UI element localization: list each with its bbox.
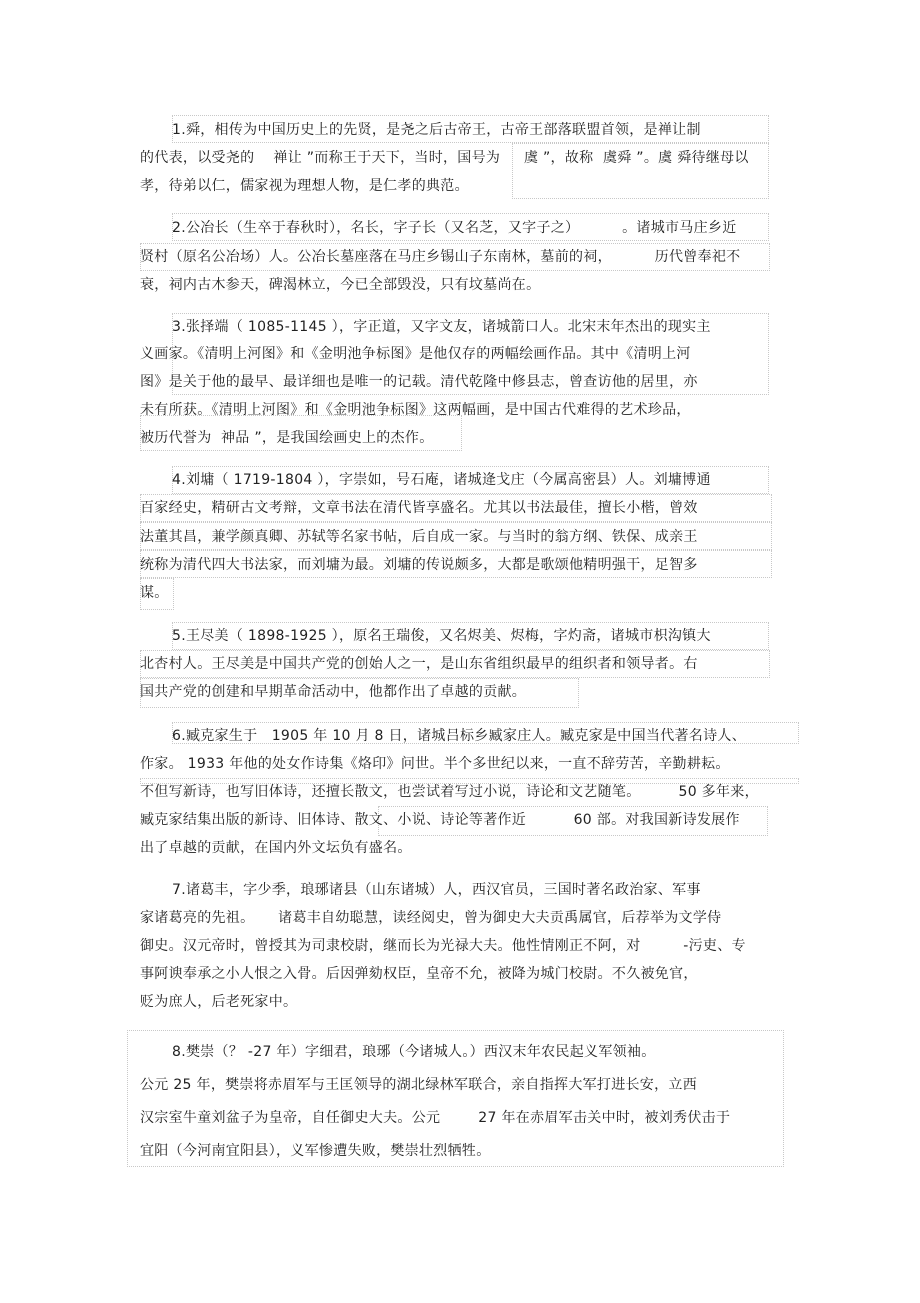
paragraph-3-line: 被历代誉为 神品 ”，是我国绘画史上的杰作。 (140, 430, 434, 446)
paragraph-5-line: 5.王尽美（ 1898-1925 ），原名王瑞俊，又名烬美、烬梅，字灼斋，诸城市枳沟镇大 (172, 628, 711, 644)
paragraph-4-line: 4.刘墉（ 1719-1804 ），字崇如，号石庵，诸城逄戈庄（今属高密县）人。刘墉博通 (172, 472, 711, 488)
paragraph-4-line: 法董其昌，兼学颜真卿、苏轼等名家书帖，后自成一家。与当时的翁方纲、铁保、成亲王 (140, 529, 698, 545)
paragraph-2-line: 2.公冶长（生卒于春秋时），名长，字子长（又名芝，又字子之） 。诸城市马庄乡近 (172, 220, 737, 236)
paragraph-3-line: 3.张择端（ 1085-1145 ），字正道，又字文友，诸城箭口人。北宋末年杰出的现实主 (172, 319, 711, 335)
paragraph-8-line: 公元 25 年，樊崇将赤眉军与王匡领导的湖北绿林军联合，亲自指挥大军打进长安，立西 (140, 1077, 698, 1093)
paragraph-7-line: 贬为庶人，后老死家中。 (140, 994, 298, 1010)
paragraph-6-line: 出了卓越的贡献，在国内外文坛负有盛名。 (140, 840, 412, 856)
paragraph-7-line: 家诸葛亮的先祖。 诸葛丰自幼聪慧，读经阅史，曾为御史大夫贡禹属官，后荐举为文学侍 (140, 910, 722, 926)
paragraph-6-line: 作家。 1933 年他的处女作诗集《烙印》问世。半个多世纪以来，一直不辞劳苦，辛勤耕耘。 (140, 756, 730, 772)
paragraph-7-line: 7.诸葛丰，字少季，琅琊诸县（山东诸城）人，西汉官员，三国时著名政治家、军事 (172, 882, 701, 898)
paragraph-8-line: 宜阳（今河南宜阳县），义军惨遭失败，樊崇壮烈牺牲。 (140, 1143, 491, 1159)
paragraph-8-line: 汉宗室牛童刘盆子为皇帝，自任御史大夫。公元 27 年在赤眉军击关中时，被刘秀伏击于 (140, 1110, 731, 1126)
paragraph-3-line: 图》是关于他的最早、最详细也是唯一的记载。清代乾隆中修县志，曾查访他的居里，亦 (140, 374, 698, 390)
paragraph-1-line: 孝，待弟以仁，儒家视为理想人物，是仁孝的典范。 (140, 178, 469, 194)
paragraph-3-line: 未有所获。《清明上河图》和《金明池争标图》这两幅画，是中国古代难得的艺术珍品， (140, 402, 691, 418)
paragraph-4-line: 统称为清代四大书法家，而刘墉为最。刘墉的传说颇多，大都是歌颂他精明强干，足智多 (140, 557, 698, 573)
paragraph-4-line: 谋。 (140, 585, 169, 601)
paragraph-6-line: 6.臧克家生于 1905 年 10 月 8 日，诸城吕标乡臧家庄人。臧克家是中国当代著名诗人、 (172, 728, 747, 744)
paragraph-8-line: 8.樊崇（？ -27 年）字细君，琅琊（今诸城人。）西汉末年农民起义军领袖。 (172, 1044, 656, 1060)
paragraph-7-line: 事阿谀奉承之小人恨之入骨。后因弹劾权臣，皇帝不允，被降为城门校尉。不久被免官， (140, 966, 698, 982)
paragraph-6-line: 不但写新诗，也写旧体诗，还擅长散文，也尝试着写过小说，诗论和文艺随笔。 50 多年来， (140, 784, 759, 800)
paragraph-2-line: 衰，祠内古木参天，碑渴林立，今已全部毁没，只有坟墓尚在。 (140, 277, 541, 293)
paragraph-2-line: 贤村（原名公冶场）人。公冶长墓座落在马庄乡锡山子东南林，墓前的祠， 历代曾奉祀不 (140, 249, 741, 265)
paragraph-7-line: 御史。汉元帝时，曾授其为司隶校尉，继而长为光禄大夫。他性情刚正不阿，对 -污吏、专 (140, 938, 746, 954)
paragraph-6-line: 臧克家结集出版的新诗、旧体诗、散文、小说、诗论等著作近 60 部。对我国新诗发展作 (140, 812, 740, 828)
paragraph-5-line: 北杏村人。王尽美是中国共产党的创始人之一，是山东省组织最早的组织者和领导者。右 (140, 656, 698, 672)
paragraph-1-line: 的代表，以受尧的 禅让 ”而称王于天下，当时，国号为 虞 ”，故称 虞舜 ”。虞 舜待继母以 (140, 150, 749, 166)
paragraph-1-line: 1.舜，相传为中国历史上的先贤，是尧之后古帝王，古帝王部落联盟首领，是禅让制 (172, 122, 701, 138)
paragraph-5-line: 国共产党的创建和早期革命活动中，他都作出了卓越的贡献。 (140, 684, 527, 700)
paragraph-3-line: 义画家。《清明上河图》和《金明池争标图》是他仅存的两幅绘画作品。其中《清明上河 (140, 346, 691, 362)
paragraph-4-line: 百家经史，精研古文考辩，文章书法在清代皆享盛名。尤其以书法最佳，擅长小楷，曾效 (140, 500, 698, 516)
